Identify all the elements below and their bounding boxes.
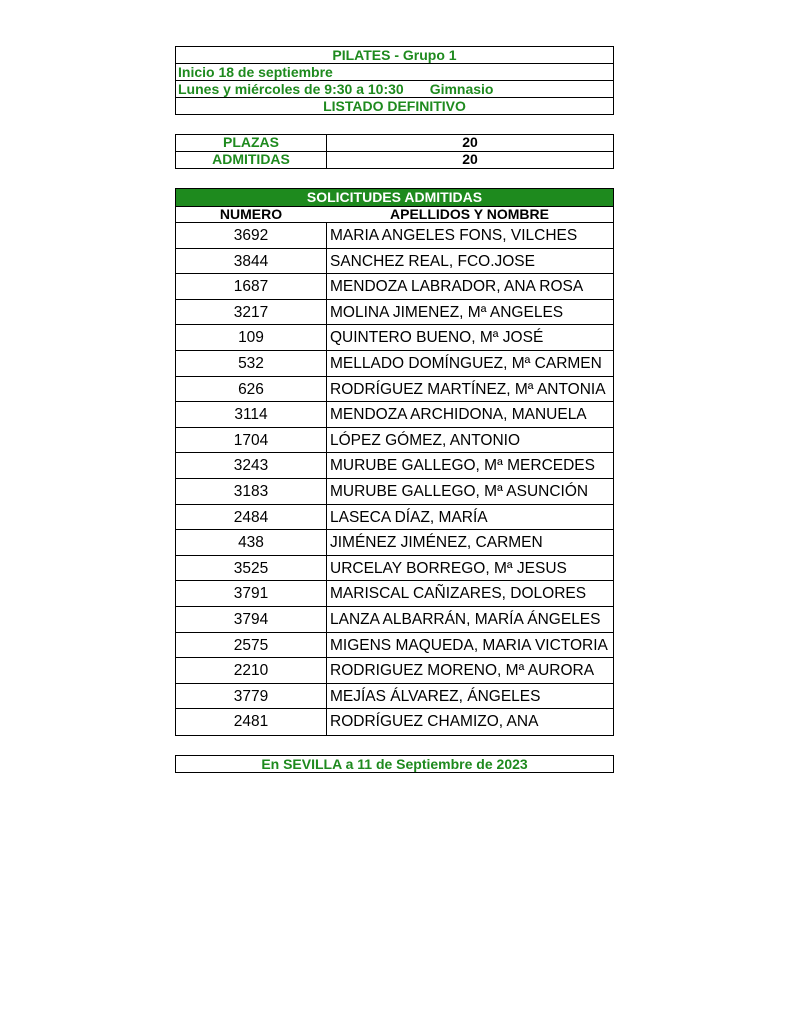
row-number: 3217: [176, 300, 327, 325]
document-title: PILATES - Grupo 1: [176, 47, 613, 64]
admitted-table: [175, 188, 614, 736]
row-number: 3791: [176, 581, 327, 606]
row-name: MIGENS MAQUEDA, MARIA VICTORIA: [330, 636, 608, 654]
row-name: QUINTERO BUENO, Mª JOSÉ: [330, 329, 544, 347]
table-row: [176, 428, 613, 454]
table-row: [176, 402, 613, 428]
table-row: [176, 377, 613, 403]
table-row: [176, 223, 613, 249]
table-row: [176, 684, 613, 710]
row-name: LANZA ALBARRÁN, MARÍA ÁNGELES: [330, 610, 601, 628]
column-header-number: NUMERO: [219, 206, 283, 222]
listing-label: LISTADO DEFINITIVO: [323, 98, 466, 114]
row-name: LÓPEZ GÓMEZ, ANTONIO: [330, 431, 521, 449]
header-box: [175, 46, 614, 115]
column-header-name: APELLIDOS Y NOMBRE: [390, 206, 549, 222]
row-number: 2210: [176, 658, 327, 683]
row-number: 438: [176, 530, 327, 555]
row-name: MENDOZA LABRADOR, ANA ROSA: [330, 278, 584, 296]
start-date: Inicio 18 de septiembre: [176, 64, 613, 81]
row-number: 2481: [176, 709, 327, 735]
row-number: 109: [176, 325, 327, 350]
counts-box: [175, 134, 614, 169]
row-name: RODRIGUEZ MORENO, Mª AURORA: [330, 662, 595, 680]
schedule-text: Lunes y miércoles de 9:30 a 10:30: [178, 81, 404, 97]
row-name: MURUBE GALLEGO, Mª MERCEDES: [330, 457, 595, 475]
row-number: 3183: [176, 479, 327, 504]
table-row: [176, 453, 613, 479]
row-number: 626: [176, 377, 327, 402]
table-row: [176, 709, 613, 735]
plazas-row: [176, 135, 613, 152]
row-number: 532: [176, 351, 327, 376]
place-text: Gimnasio: [429, 81, 494, 97]
row-number: 2575: [176, 633, 327, 658]
table-row: [176, 607, 613, 633]
row-name: RODRÍGUEZ MARTÍNEZ, Mª ANTONIA: [330, 380, 606, 398]
admitidas-value: 20: [462, 151, 478, 167]
plazas-label: PLAZAS: [176, 135, 327, 151]
table-row: [176, 274, 613, 300]
row-name: MARISCAL CAÑIZARES, DOLORES: [330, 585, 587, 603]
row-name: MELLADO DOMÍNGUEZ, Mª CARMEN: [330, 354, 602, 372]
row-name: MENDOZA ARCHIDONA, MANUELA: [330, 406, 587, 424]
table-row: [176, 658, 613, 684]
table-row: [176, 530, 613, 556]
table-body: [176, 223, 613, 735]
table-banner: SOLICITUDES ADMITIDAS: [176, 189, 613, 207]
row-number: 1687: [176, 274, 327, 299]
table-row: [176, 249, 613, 275]
row-number: 3692: [176, 223, 327, 248]
table-row: [176, 351, 613, 377]
row-number: 1704: [176, 428, 327, 453]
row-name: MEJÍAS ÁLVAREZ, ÁNGELES: [330, 687, 541, 705]
table-header: [176, 207, 613, 223]
admitidas-row: [176, 152, 613, 168]
row-number: 3114: [176, 402, 327, 427]
table-row: [176, 505, 613, 531]
table-row: [176, 556, 613, 582]
row-name: LASECA DÍAZ, MARÍA: [330, 508, 488, 526]
row-name: MOLINA JIMENEZ, Mª ANGELES: [330, 303, 564, 321]
row-number: 3794: [176, 607, 327, 632]
table-row: [176, 479, 613, 505]
row-name: URCELAY BORREGO, Mª JESUS: [330, 559, 567, 577]
table-row: [176, 633, 613, 659]
row-number: 3525: [176, 556, 327, 581]
table-row: [176, 325, 613, 351]
footer-date: En SEVILLA a 11 de Septiembre de 2023: [175, 755, 614, 773]
row-name: MARIA ANGELES FONS, VILCHES: [330, 227, 578, 244]
row-name: RODRÍGUEZ CHAMIZO, ANA: [330, 713, 539, 731]
plazas-value: 20: [462, 134, 478, 150]
admitidas-label: ADMITIDAS: [176, 152, 327, 168]
row-number: 3243: [176, 453, 327, 478]
schedule-row: [176, 81, 613, 98]
row-number: 2484: [176, 505, 327, 530]
row-name: JIMÉNEZ JIMÉNEZ, CARMEN: [330, 534, 543, 552]
row-name: SANCHEZ REAL, FCO.JOSE: [330, 252, 535, 270]
row-name: MURUBE GALLEGO, Mª ASUNCIÓN: [330, 482, 589, 500]
row-number: 3779: [176, 684, 327, 709]
table-row: [176, 300, 613, 326]
row-number: 3844: [176, 249, 327, 274]
table-row: [176, 581, 613, 607]
